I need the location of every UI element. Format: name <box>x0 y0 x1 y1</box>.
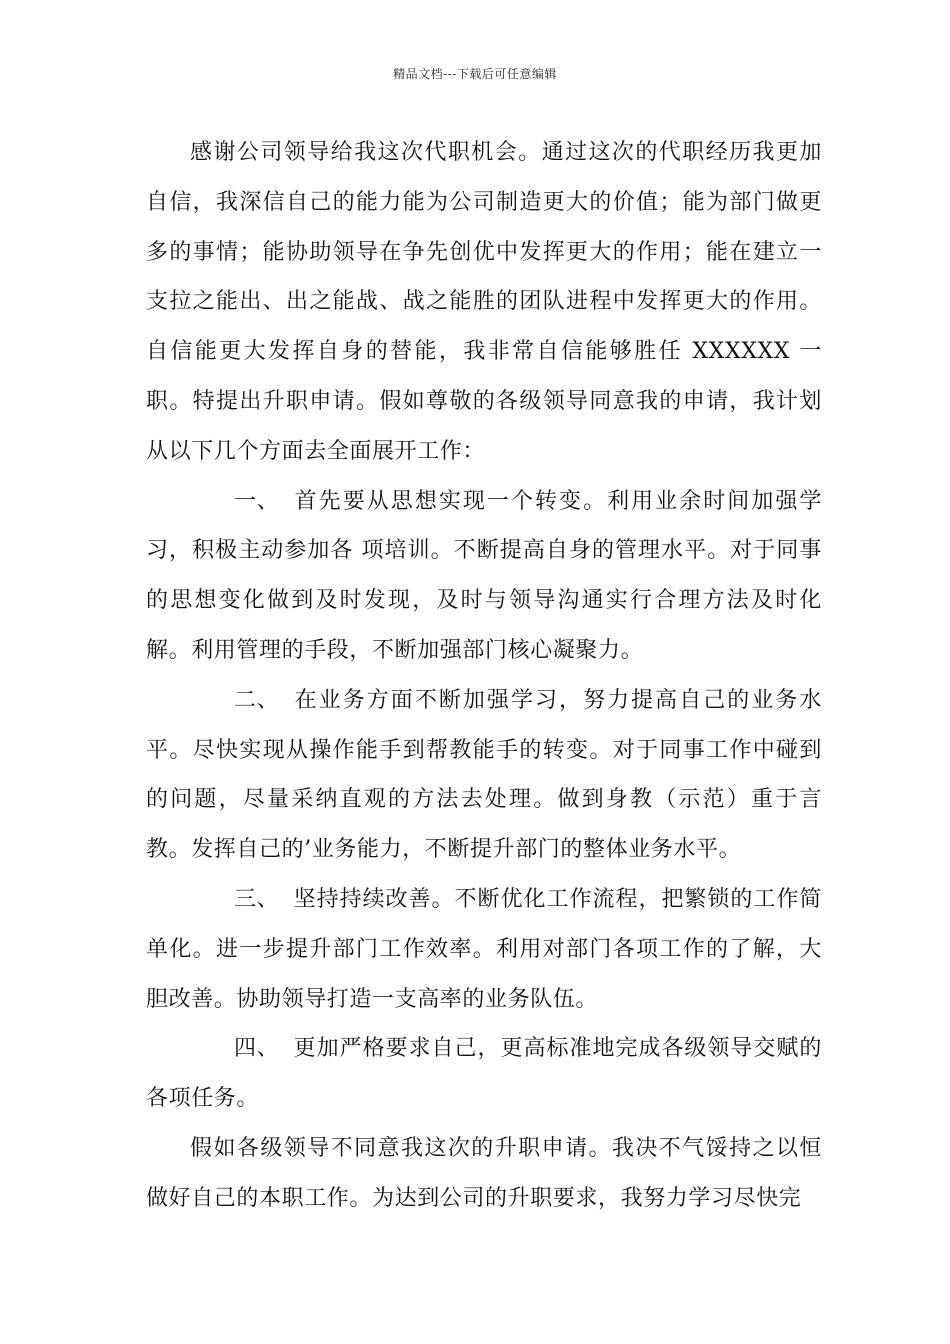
list-item-4 <box>146 1024 822 1124</box>
list-item-3-number: 三、 <box>234 886 280 912</box>
list-item-4-number: 四、 <box>234 1036 280 1062</box>
closing-paragraph-text: 假如各级领导不同意我这次的升职申请。我决不气馁持之以恒做好自己的本职工作。为达到公司的升职要求，我努力学习尽快完 <box>146 1135 822 1211</box>
document-body <box>146 128 822 1224</box>
list-item-1-text: 首先要从思想实现一个转变。利用业余时间加强学习，积极主动参加各 项培训。不断提高自身的管理水平。对于同事的思想变化做到及时发现，及时与领导沟通实行合理方法及时化解。利用管理的手段，不断加强部门核心凝聚力。 <box>146 488 822 663</box>
page-header: 精品文档---下载后可任意编辑 <box>393 67 557 81</box>
closing-paragraph <box>146 1124 822 1224</box>
list-item-2-text: 在业务方面不断加强学习，努力提高自己的业务水平。尽快实现从操作能手到帮教能手的转变。对于同事工作中碰到的问题，尽量采纳直观的方法去处理。做到身教（示范）重于言教。发挥自己的’业务能力，不断提升部门的整体业务水平。 <box>146 687 822 863</box>
intro-paragraph <box>146 128 822 477</box>
intro-paragraph-text: 感谢公司领导给我这次代职机会。通过这次的代职经历我更加自信，我深信自己的能力能为公司制造更大的价值；能为部门做更多的事情；能协助领导在争先创优中发挥更大的作用；能在建立一支拉之能出、出之能战、战之能胜的团队进程中发挥更大的作用。自信能更大发挥自身的替能，我非常自信能够胜任 XXXXXX 一职。特提出升职申请。假如尊敬的各级领导同意我的申请，我计划从以下几个方面去全面展开工作： <box>146 140 822 464</box>
list-item-4-text: 更加严格要求自己，更高标准地完成各级领导交赋的各项任务。 <box>146 1036 822 1112</box>
list-item-1 <box>146 477 822 676</box>
list-item-2 <box>146 676 822 875</box>
list-item-2-number: 二、 <box>234 687 280 713</box>
list-item-1-number: 一、 <box>234 488 280 514</box>
list-item-3-text: 坚持持续改善。不断优化工作流程，把繁锁的工作简单化。进一步提升部门工作效率。利用对部门各项工作的了解，大胆改善。协助领导打造一支高率的业务队伍。 <box>146 886 822 1012</box>
list-item-3 <box>146 875 822 1024</box>
